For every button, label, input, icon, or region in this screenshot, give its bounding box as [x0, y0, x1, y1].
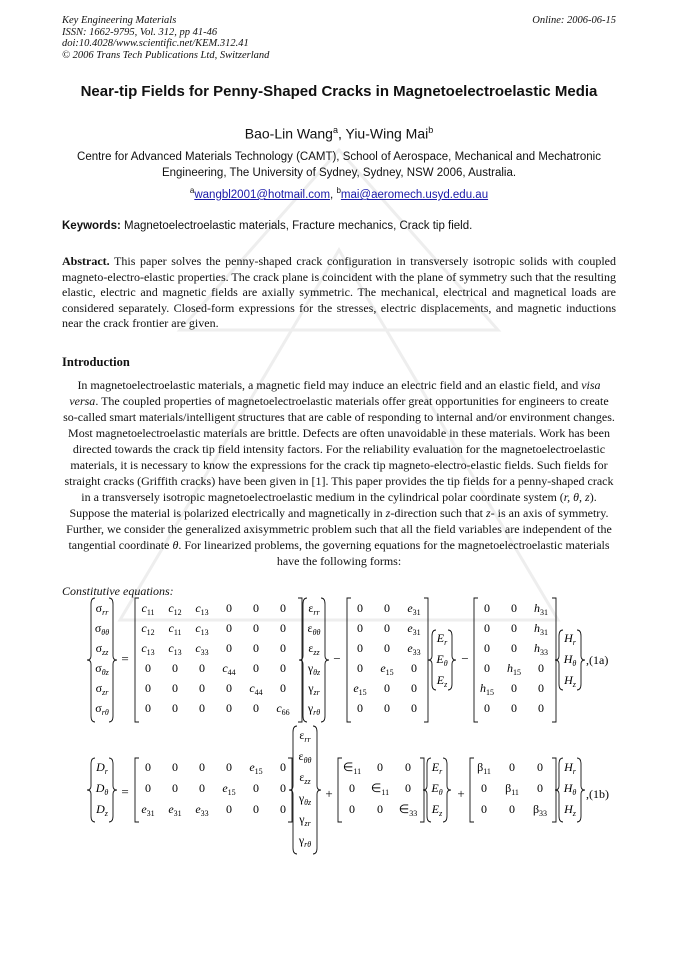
- strain-vector-2-entry: $\varepsilon_{\theta\theta}$: [298, 749, 312, 765]
- author-separator: ,: [337, 125, 346, 142]
- e-matrix-cell: $e_{15}$: [380, 661, 394, 677]
- eT-matrix-cell: 0: [199, 760, 205, 774]
- c-matrix-cell: 0: [226, 681, 232, 695]
- perm-matrix-cell: $\in_{33}$: [398, 802, 418, 818]
- E-brace-left: [428, 630, 436, 690]
- intro-part: . The coupled properties of magnetoelectroelastic materials offer great opportunities for engineers to create so-called smart materials/intelligent structures that are cable of responding to internal and/or environment changes. Most magnetoelectroelastic materials are brittle. Defects are often unavoidable in these materials. Work has been directed towards the crack tip field intensity factors. For the reliability evaluation for the magnetoelectroelastic materials, it is necessary to know the expressions for the crack tip magneto-electro-elastic fields. Such fields for straight cracks (Griffith cracks) have been given in [1]. This paper provides the tip fields for a penny-shaped crack in a transversely isotropic magnetoelectroelastic medium in the cylindrical polar coordinate system (: [63, 394, 615, 504]
- c-matrix-cell: 0: [172, 681, 178, 695]
- perm-matrix-bracket-left: [338, 758, 342, 822]
- e-matrix-cell: 0: [411, 661, 417, 675]
- e-matrix-cell: 0: [384, 701, 390, 715]
- intro-z: z: [385, 506, 391, 520]
- h-matrix-cell: $h_{15}$: [507, 661, 521, 677]
- c-matrix-cell: 0: [172, 661, 178, 675]
- eT-matrix-cell: $e_{31}$: [141, 802, 155, 818]
- intro-theta: θ: [172, 538, 179, 552]
- D-vector-entry: $D_r$: [96, 760, 108, 776]
- strain-vector-entry: $\varepsilon_{zz}$: [308, 641, 320, 657]
- perm-matrix-cell: $\in_{11}$: [342, 760, 362, 776]
- h-matrix-cell: 0: [511, 681, 517, 695]
- H-vector-entry: $H_\theta$: [563, 652, 577, 668]
- copyright: © 2006 Trans Tech Publications Ltd, Switzerland: [62, 49, 270, 61]
- c-matrix-cell: $c_{12}$: [168, 601, 182, 617]
- c-matrix-cell: $c_{44}$: [222, 661, 236, 677]
- e-matrix-cell: 0: [357, 701, 363, 715]
- perm-matrix-cell: 0: [377, 760, 383, 774]
- eT-matrix-cell: $e_{31}$: [168, 802, 182, 818]
- c-matrix-cell: 0: [145, 701, 151, 715]
- sigma-vector-entry: $\sigma_{zz}$: [95, 641, 109, 657]
- email-b-sup: b: [336, 186, 341, 195]
- eT-matrix-bracket-left: [135, 758, 139, 822]
- beta-matrix-cell: 0: [537, 781, 543, 795]
- strain-brace-2-right: [313, 726, 321, 854]
- eT-matrix-cell: 0: [253, 802, 259, 816]
- perm-matrix-cell: 0: [349, 781, 355, 795]
- intro-part: - is an axis of symmetry. Further, we consider the generalized axisymmetric problem such that all the field variables are independent of the tangential coordinate: [66, 506, 612, 552]
- c-matrix-cell: 0: [226, 601, 232, 615]
- e-matrix-cell: $e_{33}$: [407, 641, 421, 657]
- E-vector-2-entry: $E_r$: [431, 760, 443, 776]
- eT-matrix-cell: 0: [145, 760, 151, 774]
- strain-vector-entry: $\gamma_{r\theta}$: [307, 701, 321, 717]
- online-date: Online: 2006-06-15: [532, 15, 616, 26]
- strain-vector-2-entry: $\varepsilon_{zz}$: [299, 770, 311, 786]
- abstract-text: This paper solves the penny-shaped crack configuration in transversely isotropic solids with coupled magneto-electro-elastic properties. The crack plane is coincident with the plane of symmetry such that the resulting elastic, electric and magnetic fields are axially symmetric. The mechanical, electrical and magnetical loads are considered separately. Closed-form expressions for the stresses, electric displacements, and magnetic inductions near the crack frontier are given.: [62, 254, 616, 330]
- keywords-text: Magnetoelectroelastic materials, Fracture mechanics, Crack tip field.: [120, 220, 473, 232]
- eT-matrix-cell: 0: [199, 781, 205, 795]
- strain-vector-2-entry: $\varepsilon_{rr}$: [299, 728, 311, 744]
- intro-z: z: [485, 506, 491, 520]
- c-matrix-cell: 0: [280, 601, 286, 615]
- H-vector-2-entry: $H_z$: [564, 802, 576, 818]
- beta-matrix-cell: $\beta_{33}$: [532, 802, 548, 818]
- h-matrix-cell: 0: [511, 701, 517, 715]
- plus-sign: +: [457, 786, 465, 801]
- strain-vector-entry: $\varepsilon_{\theta\theta}$: [307, 621, 321, 637]
- c-matrix-cell: $c_{66}$: [276, 701, 290, 717]
- c-matrix-cell: $c_{12}$: [141, 621, 155, 637]
- doi: doi:10.4028/www.scientific.net/KEM.312.41: [62, 38, 249, 49]
- D-brace-right: [109, 758, 117, 822]
- H-vector-2-entry: $H_r$: [564, 760, 576, 776]
- sigma-vector-entry: $\sigma_{zr}$: [95, 681, 109, 697]
- strain-vector-entry: $\gamma_{zr}$: [308, 681, 320, 697]
- e-matrix-cell: 0: [384, 621, 390, 635]
- intro-part: In magnetoelectroelastic materials, a magnetic field may induce an electric field and an elastic field, and: [77, 378, 582, 392]
- H-vector-entry: $H_z$: [564, 673, 576, 689]
- intro-part: -direction such that: [390, 506, 486, 520]
- H-brace-right: [577, 630, 585, 690]
- equation-label-1b: ,(1b): [586, 787, 609, 801]
- e-matrix-cell: 0: [384, 601, 390, 615]
- h-matrix-cell: 0: [511, 621, 517, 635]
- c-matrix-cell: 0: [280, 661, 286, 675]
- c-matrix-cell: 0: [253, 601, 259, 615]
- email-separator: ,: [330, 188, 337, 201]
- H-vector-entry: $H_r$: [564, 631, 576, 647]
- e-matrix-cell: 0: [411, 681, 417, 695]
- D-vector-entry: $D_\theta$: [95, 781, 109, 797]
- c-matrix-cell: $c_{13}$: [141, 641, 155, 657]
- strain-vector-2-entry: $\gamma_{zr}$: [299, 812, 311, 828]
- strain-brace-right: [321, 598, 329, 722]
- e-matrix-cell: 0: [357, 641, 363, 655]
- equals-sign: =: [121, 651, 129, 666]
- c-matrix-cell: 0: [280, 641, 286, 655]
- c-matrix-cell: 0: [280, 681, 286, 695]
- e-matrix-cell: 0: [411, 701, 417, 715]
- eT-matrix-cell: $e_{15}$: [249, 760, 263, 776]
- h-matrix-cell: $h_{31}$: [534, 621, 548, 637]
- c-matrix-cell: 0: [199, 681, 205, 695]
- author-1: Bao-Lin Wang: [244, 125, 333, 142]
- eT-matrix-cell: 0: [145, 781, 151, 795]
- perm-matrix-cell: 0: [405, 760, 411, 774]
- sigma-vector-entry: $\sigma_{\theta z}$: [95, 661, 109, 677]
- e-matrix-cell: 0: [384, 681, 390, 695]
- eT-matrix-cell: $e_{15}$: [222, 781, 236, 797]
- abstract-label: Abstract.: [62, 254, 110, 268]
- perm-matrix-cell: $\in_{11}$: [370, 781, 390, 797]
- keywords-label: Keywords:: [62, 220, 121, 232]
- c-matrix-cell: 0: [145, 661, 151, 675]
- eT-matrix-cell: 0: [280, 781, 286, 795]
- minus-sign: −: [461, 651, 469, 666]
- beta-matrix-cell: $\beta_{11}$: [477, 760, 491, 776]
- c-matrix-cell: $c_{13}$: [168, 641, 182, 657]
- e-matrix-cell: 0: [357, 621, 363, 635]
- c-matrix-cell: 0: [280, 621, 286, 635]
- D-brace-left: [87, 758, 95, 822]
- c-matrix-cell: $c_{11}$: [168, 621, 182, 637]
- eT-matrix-cell: 0: [280, 760, 286, 774]
- paper-title: Near-tip Fields for Penny-Shaped Cracks in Magnetoelectroelastic Media: [80, 83, 598, 100]
- author-2: Yiu-Wing Mai: [345, 125, 429, 142]
- e-matrix-cell: $e_{15}$: [353, 681, 367, 697]
- h-matrix-cell: $h_{31}$: [534, 601, 548, 617]
- minus-sign: −: [333, 651, 341, 666]
- c-matrix-cell: 0: [253, 641, 259, 655]
- strain-vector-entry: $\varepsilon_{rr}$: [308, 601, 320, 617]
- intro-italic: visa versa: [69, 378, 601, 408]
- e-matrix-cell: 0: [357, 661, 363, 675]
- eT-matrix-cell: 0: [280, 802, 286, 816]
- c-matrix-cell: 0: [226, 701, 232, 715]
- eT-matrix-cell: 0: [253, 781, 259, 795]
- c-matrix-cell: $c_{44}$: [249, 681, 263, 697]
- c-matrix-cell: 0: [172, 701, 178, 715]
- e-matrix-cell: 0: [384, 641, 390, 655]
- E-vector-entry: $E_\theta$: [436, 652, 448, 668]
- E-vector-entry: $E_z$: [436, 673, 448, 689]
- beta-matrix-cell: 0: [509, 802, 515, 816]
- e-matrix-cell: $e_{31}$: [407, 621, 421, 637]
- h-matrix-bracket-left: [474, 598, 478, 722]
- h-matrix-cell: 0: [484, 641, 490, 655]
- beta-matrix-cell: 0: [481, 781, 487, 795]
- D-vector-entry: $D_z$: [96, 802, 108, 818]
- E-vector-2-entry: $E_\theta$: [431, 781, 443, 797]
- c-matrix-bracket-left: [135, 598, 139, 722]
- h-matrix-cell: 0: [538, 661, 544, 675]
- issn: ISSN: 1662-9795, Vol. 312, pp 41-46: [62, 26, 218, 38]
- beta-matrix-cell: $\beta_{11}$: [505, 781, 519, 797]
- perm-matrix-cell: 0: [405, 781, 411, 795]
- strain-brace-2-left: [289, 726, 297, 854]
- journal-name: Key Engineering Materials: [62, 15, 177, 26]
- e-matrix-cell: $e_{31}$: [407, 601, 421, 617]
- author-2-sup: b: [428, 125, 434, 135]
- beta-matrix-cell: 0: [537, 760, 543, 774]
- affiliation: Centre for Advanced Materials Technology (CAMT), School of Aerospace, Mechanical and Mechatronic Engineering, The University of Sydney, Sydney, NSW 2006, Australia.: [77, 151, 601, 179]
- equals-sign: =: [121, 784, 129, 799]
- introduction-heading: Introduction: [62, 355, 130, 369]
- perm-matrix-cell: 0: [377, 802, 383, 816]
- h-matrix-cell: 0: [511, 641, 517, 655]
- sigma-vector-entry: $\sigma_{r\theta}$: [95, 701, 109, 717]
- beta-matrix-cell: 0: [481, 802, 487, 816]
- c-matrix-cell: 0: [226, 641, 232, 655]
- constitutive-label: Constitutive equations:: [62, 584, 174, 598]
- plus-sign: +: [325, 786, 333, 801]
- perm-matrix-cell: 0: [349, 802, 355, 816]
- sigma-vector-entry: $\sigma_{\theta\theta}$: [94, 621, 110, 637]
- c-matrix-cell: 0: [145, 681, 151, 695]
- h-matrix-cell: 0: [511, 601, 517, 615]
- E-brace-2-right: [443, 758, 451, 822]
- h-matrix-cell: $h_{33}$: [534, 641, 548, 657]
- h-matrix-cell: 0: [538, 701, 544, 715]
- email-link-b[interactable]: mai@aeromech.usyd.edu.au: [340, 188, 489, 201]
- intro-coords: r, θ, z: [563, 490, 590, 504]
- E-vector-2-entry: $E_z$: [431, 802, 443, 818]
- eT-matrix-cell: 0: [226, 802, 232, 816]
- email-link-a[interactable]: wangbl2001@hotmail.com: [194, 188, 331, 201]
- E-brace-right: [448, 630, 456, 690]
- intro-part: . For linearized problems, the governing equations for the magnetoelectroelastic materials have the following forms:: [178, 538, 610, 568]
- email-a-sup: a: [189, 186, 195, 195]
- c-matrix-cell: $c_{33}$: [195, 641, 209, 657]
- E-vector-entry: $E_r$: [436, 631, 448, 647]
- H-brace-2-right: [577, 758, 585, 822]
- e-matrix-cell: 0: [357, 601, 363, 615]
- c-matrix-cell: 0: [199, 661, 205, 675]
- c-matrix-cell: $c_{13}$: [195, 621, 209, 637]
- h-matrix-cell: 0: [484, 621, 490, 635]
- eT-matrix-cell: $e_{33}$: [195, 802, 209, 818]
- c-matrix-cell: $c_{11}$: [141, 601, 155, 617]
- equation-label-1a: ,(1a): [586, 653, 609, 667]
- eT-matrix-cell: 0: [226, 760, 232, 774]
- beta-matrix-bracket-left: [470, 758, 474, 822]
- c-matrix-cell: 0: [253, 621, 259, 635]
- c-matrix-cell: 0: [226, 621, 232, 635]
- c-matrix-cell: 0: [199, 701, 205, 715]
- beta-matrix-cell: 0: [509, 760, 515, 774]
- h-matrix-cell: $h_{15}$: [480, 681, 494, 697]
- eT-matrix-cell: 0: [172, 760, 178, 774]
- strain-vector-2-entry: $\gamma_{\theta z}$: [298, 791, 312, 807]
- sigma-vector-entry: $\sigma_{rr}$: [95, 601, 109, 617]
- c-matrix-cell: $c_{13}$: [195, 601, 209, 617]
- c-matrix-cell: 0: [253, 701, 259, 715]
- strain-vector-2-entry: $\gamma_{r\theta}$: [298, 833, 312, 849]
- e-matrix-bracket-left: [347, 598, 351, 722]
- strain-vector-entry: $\gamma_{\theta z}$: [307, 661, 321, 677]
- h-matrix-cell: 0: [484, 701, 490, 715]
- h-matrix-cell: 0: [484, 661, 490, 675]
- h-matrix-cell: 0: [484, 601, 490, 615]
- H-vector-2-entry: $H_\theta$: [563, 781, 577, 797]
- strain-brace-left: [299, 598, 307, 722]
- intro-part: ). Suppose the material is polarized electrically and magnetically in: [69, 490, 597, 520]
- c-matrix-cell: 0: [253, 661, 259, 675]
- sigma-brace-right: [109, 598, 117, 722]
- h-matrix-cell: 0: [538, 681, 544, 695]
- e-matrix-bracket-right: [424, 598, 428, 722]
- eT-matrix-cell: 0: [172, 781, 178, 795]
- sigma-brace-left: [87, 598, 95, 722]
- author-1-sup: a: [332, 125, 338, 135]
